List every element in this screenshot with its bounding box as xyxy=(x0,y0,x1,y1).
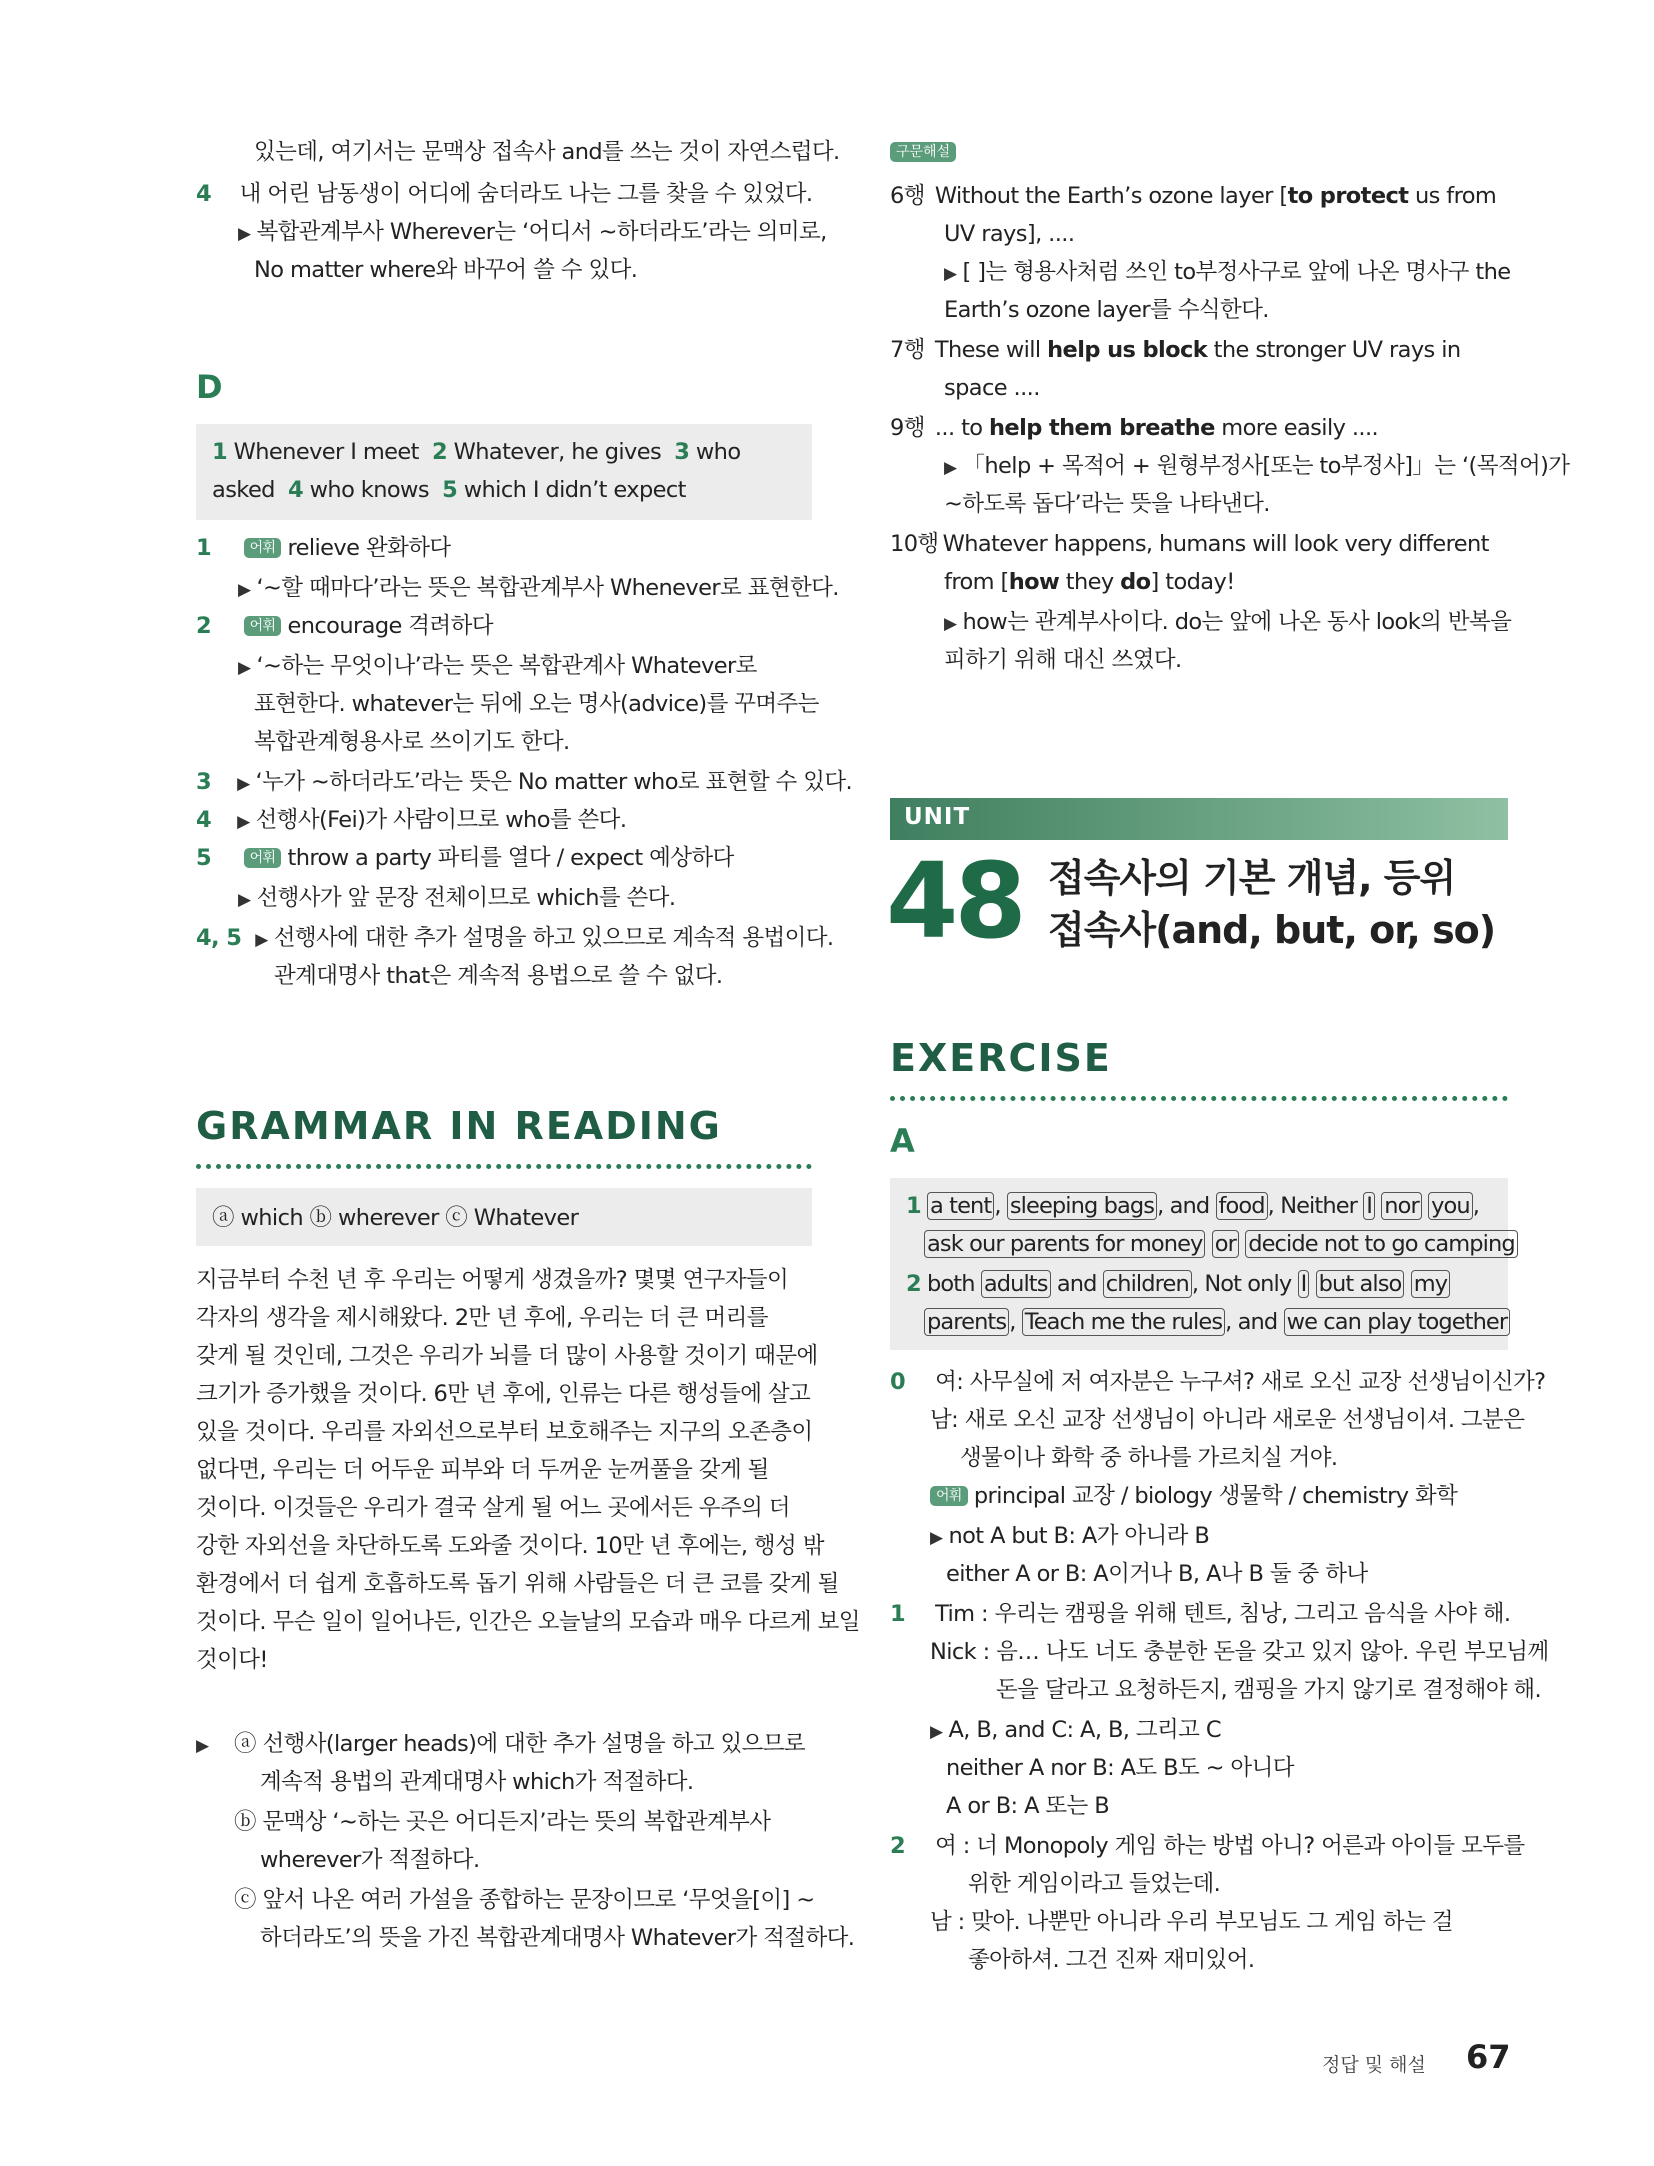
triangle-icon: ▶ xyxy=(237,812,250,832)
note: 표현한다. whatever는 뒤에 오는 명사(advice)를 꾸며주는 xyxy=(254,691,819,717)
note: No matter where와 바꾸어 쓸 수 있다. xyxy=(254,257,638,283)
answer-line: ask our parents for money or decide not to go camping xyxy=(924,1228,1518,1260)
triangle-icon: ▶ xyxy=(930,1722,943,1742)
vocab-tag: 어휘 xyxy=(244,538,282,558)
answer-line: asked 4 who knows 5 which I didn’t expect xyxy=(212,477,686,503)
unit-title: 접속사의 기본 개념, 등위 접속사(and, but, or, so) xyxy=(1048,856,1496,952)
triangle-icon: ▶ xyxy=(944,264,957,284)
answer-line: ⓐ which ⓑ wherever ⓒ Whatever xyxy=(212,1205,579,1231)
dialogue-1: 1 Tim : 우리는 캠핑을 위해 텐트, 침낭, 그리고 음식을 사야 해. xyxy=(890,1601,1511,1627)
page-number: 67 xyxy=(1466,2038,1511,2076)
triangle-icon: ▶ xyxy=(196,1736,209,1756)
item-4: 4 내 어린 남동생이 어디에 숨더라도 나는 그를 찾을 수 있었다. xyxy=(196,181,813,207)
dialogue-2: 2 여 : 너 Monopoly 게임 하는 방법 아니? 어른과 아이들 모두를 xyxy=(890,1833,1525,1859)
dotted-divider xyxy=(890,1096,1508,1101)
answer-line: 1 Whenever I meet 2 Whatever, he gives 3 who xyxy=(212,439,741,465)
grammar-in-reading-title: GRAMMAR IN READING xyxy=(196,1104,722,1148)
syntax-tag: 구문해설 xyxy=(890,142,962,163)
dialogue-0: 0 여: 사무실에 저 여자분은 누구셔? 새로 오신 교장 선생님이신가? xyxy=(890,1369,1546,1395)
triangle-icon: ▶ xyxy=(944,458,957,478)
triangle-icon: ▶ xyxy=(930,1528,943,1548)
explanation-2: 2 어휘 encourage 격려하다 xyxy=(196,613,493,639)
note: ▶ 선행사가 앞 문장 전체이므로 which를 쓴다. xyxy=(238,885,676,911)
syntax-10: 10행 Whatever happens, humans will look very different xyxy=(890,531,1489,557)
section-d-heading: D xyxy=(196,368,225,406)
unit-number: 48 xyxy=(886,840,1023,962)
exercise-title: EXERCISE xyxy=(890,1036,1112,1080)
unit-bar xyxy=(890,798,1508,840)
note: 관계대명사 that은 계속적 용법으로 쓸 수 없다. xyxy=(274,963,723,989)
vocab-tag: 어휘 xyxy=(244,848,282,868)
unit-label: UNIT xyxy=(904,804,971,830)
note: ▶ ‘~할 때마다’라는 뜻은 복합관계부사 Whenever로 표현한다. xyxy=(238,575,839,601)
note: 복합관계형용사로 쓰이기도 한다. xyxy=(254,729,570,755)
syntax-6: 6행 Without the Earth’s ozone layer [to protect us from xyxy=(890,183,1497,209)
triangle-icon: ▶ xyxy=(238,580,251,600)
explanation-1: 1 어휘 relieve 완화하다 xyxy=(196,535,451,561)
answer-line: 1 a tent , sleeping bags , and food , Neither I nor you , xyxy=(906,1193,1480,1219)
triangle-icon: ▶ xyxy=(238,658,251,678)
answer-line: parents , Teach me the rules , and we can play together xyxy=(924,1306,1510,1338)
answer-line: 2 both adults and children , Not only I but also my xyxy=(906,1268,1450,1300)
syntax-9: 9행 ... to help them breathe more easily .... xyxy=(890,415,1379,441)
note: ▶ ‘~하는 무엇이나’라는 뜻은 복합관계사 Whatever로 xyxy=(238,653,757,679)
explanation-3: 3 ▶ ‘누가 ~하더라도’라는 뜻은 No matter who로 표현할 수 있다. xyxy=(196,769,853,795)
continuation-text: 있는데, 여기서는 문맥상 접속사 and를 쓰는 것이 자연스럽다. xyxy=(254,139,840,165)
triangle-icon: ▶ xyxy=(255,930,268,950)
vocab-tag: 어휘 xyxy=(244,616,282,636)
triangle-icon: ▶ xyxy=(238,224,251,244)
note: ▶ 복합관계부사 Wherever는 ‘어디서 ~하더라도’라는 의미로, xyxy=(238,219,827,245)
syntax-7: 7행 These will help us block the stronger UV rays in xyxy=(890,337,1461,363)
triangle-icon: ▶ xyxy=(944,614,957,634)
triangle-icon: ▶ xyxy=(237,774,250,794)
vocab-tag: 어휘 xyxy=(930,1486,968,1506)
dotted-divider xyxy=(196,1164,812,1169)
triangle-icon: ▶ xyxy=(238,890,251,910)
footer-label: 정답 및 해설 xyxy=(1322,2054,1426,2076)
explanation-4-5: 4, 5 ▶ 선행사에 대한 추가 설명을 하고 있으므로 계속적 용법이다. xyxy=(196,925,834,951)
explanation-4: 4 ▶ 선행사(Fei)가 사람이므로 who를 쓴다. xyxy=(196,807,627,833)
section-a-heading: A xyxy=(890,1122,917,1160)
explanation-5: 5 어휘 throw a party 파티를 열다 / expect 예상하다 xyxy=(196,845,734,871)
